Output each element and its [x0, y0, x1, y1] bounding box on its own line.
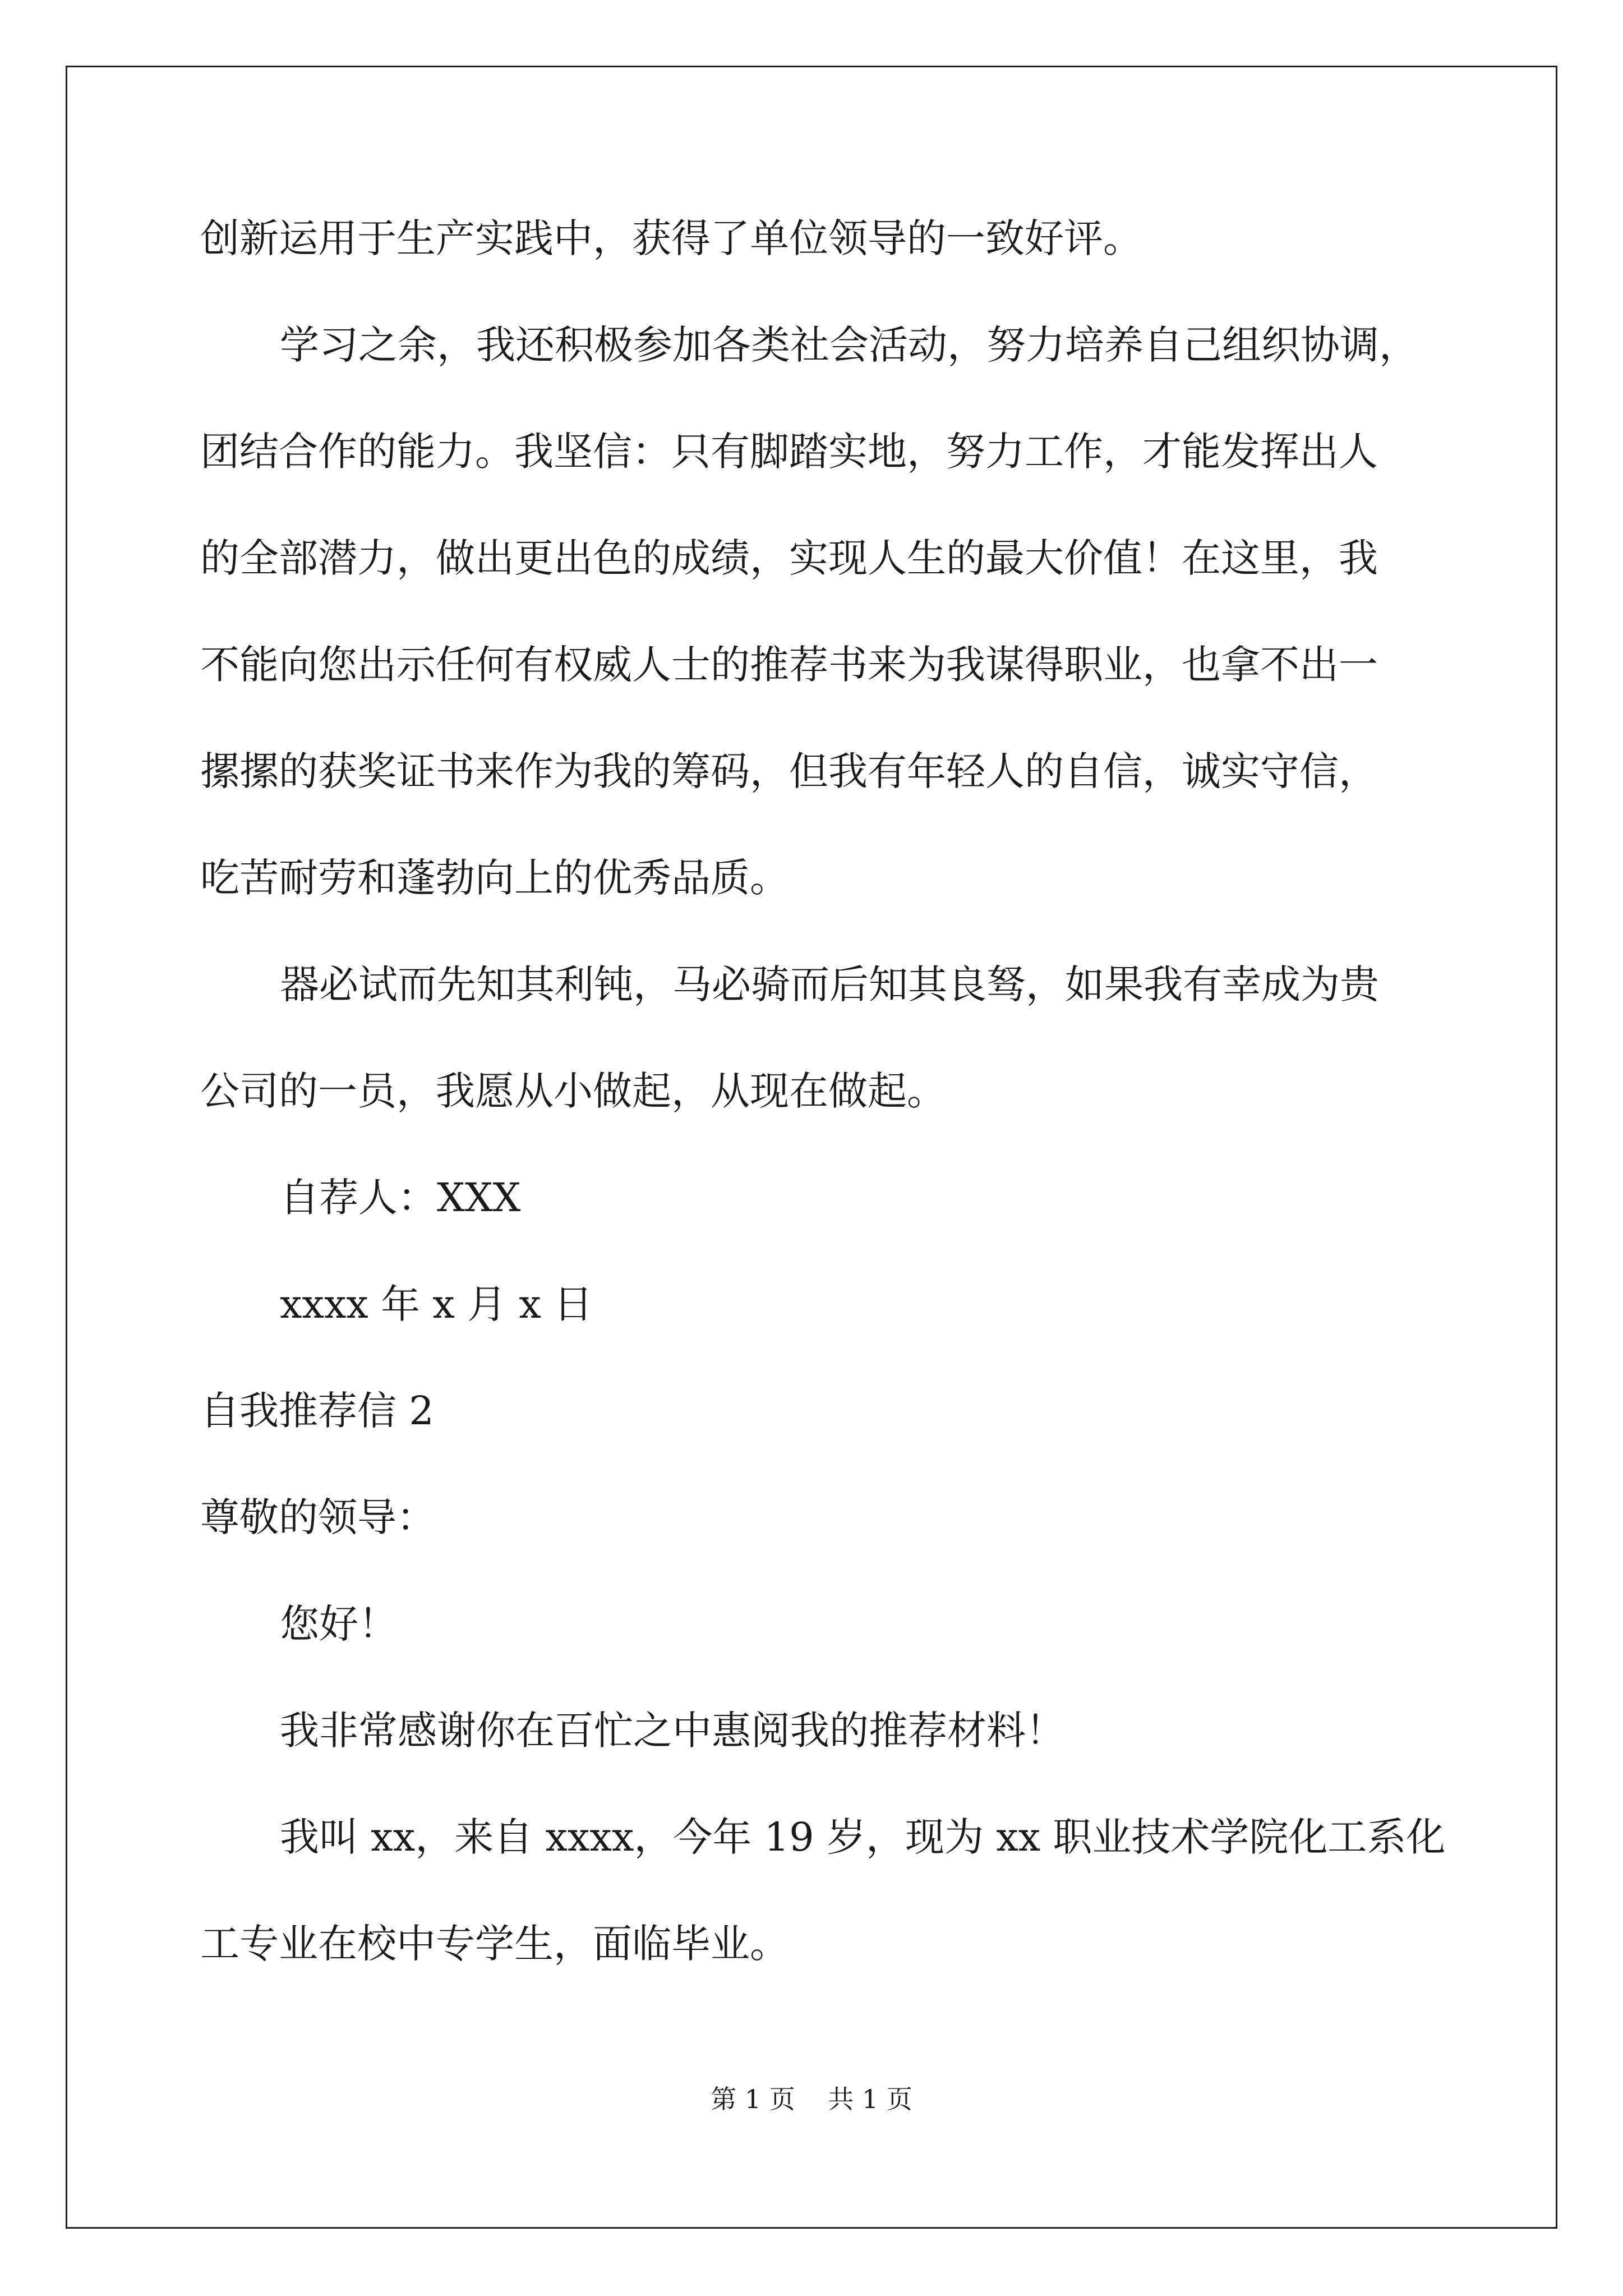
paragraph-line: 不能向您出示任何有权威人士的推荐书来为我谋得职业，也拿不出一 — [200, 642, 1378, 688]
page-border — [66, 66, 1557, 2229]
paragraph-line: 我非常感谢你在百忙之中惠阅我的推荐材料！ — [280, 1708, 1065, 1754]
paragraph-line: 团结合作的能力。我坚信：只有脚踏实地，努力工作，才能发挥出人 — [200, 429, 1378, 475]
paragraph-line: 摞摞的获奖证书来作为我的筹码，但我有年轻人的自信，诚实守信， — [200, 748, 1378, 794]
signature-line: 自荐人：XXX — [280, 1175, 521, 1221]
date-line: xxxx 年 x 月 x 日 — [280, 1281, 593, 1327]
paragraph-line: 学习之余，我还积极参加各类社会活动，努力培养自己组织协调， — [280, 322, 1418, 368]
salutation: 尊敬的领导： — [200, 1494, 436, 1540]
greeting: 您好！ — [280, 1601, 398, 1647]
paragraph-line: 的全部潜力，做出更出色的成绩，实现人生的最大价值！在这里，我 — [200, 535, 1378, 581]
paragraph-line: 吃苦耐劳和蓬勃向上的优秀品质。 — [200, 855, 789, 901]
paragraph-line: 器必试而先知其利钝，马必骑而后知其良驽，如果我有幸成为贵 — [280, 961, 1379, 1007]
page-footer: 第 1 页 共 1 页 — [711, 2084, 912, 2114]
paragraph-line: 工专业在校中专学生，面临毕业。 — [200, 1921, 789, 1967]
paragraph-line: 公司的一员，我愿从小做起，从现在做起。 — [200, 1068, 946, 1114]
paragraph-line: 创新运用于生产实践中，获得了单位领导的一致好评。 — [200, 215, 1142, 261]
section-title: 自我推荐信 2 — [200, 1388, 434, 1434]
paragraph-line: 我叫 xx，来自 xxxx，今年 19 岁，现为 xx 职业技术学院化工系化 — [280, 1814, 1446, 1860]
